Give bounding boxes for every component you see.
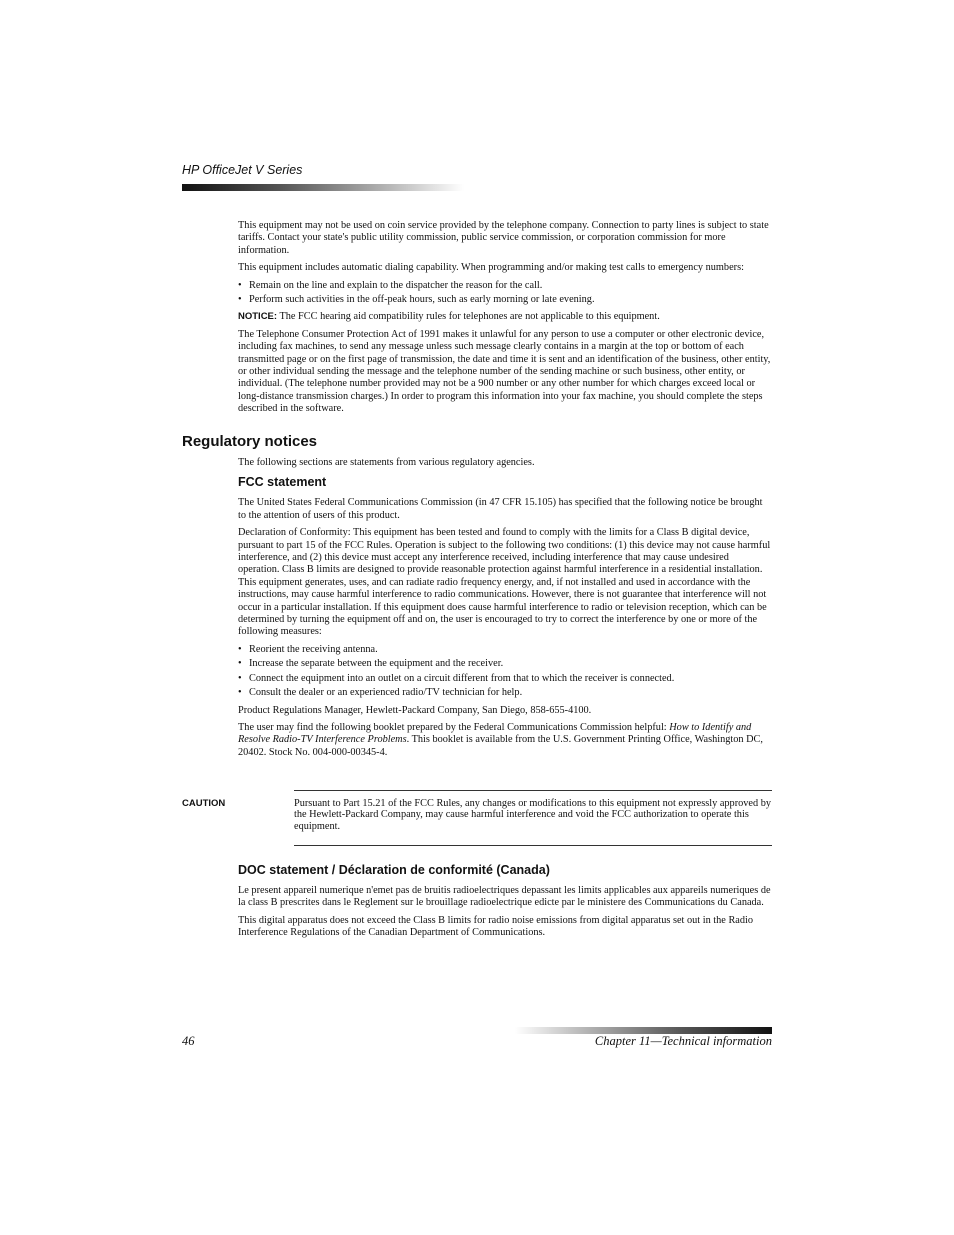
fcc-paragraph-2: Declaration of Conformity: This equipment has been tested and found to comply with the limits for a Class B digital device, pursuant to part 15 of the FCC Rules. Operation is subject to the following two conditions: (1) this device may not cause harmful interference, and (2) this device must accept any interference received, including interference that may cause undesired operation. Class B limits are designed to provide reasonable protection against harmful interference in a residential installation. This equipment generates, uses, and can radiate radio frequency energy, and, if not installed and used in accordance with the instructions, may cause harmful interference to radio communications. However, there is not guarantee that interference will not occur in a particular installation. If this equipment does cause harmful interference to radio or television reception, which can be determined by turning the equipment off and on, the user is encouraged to try to correct the interference by one or more of the following measures:: [238, 527, 771, 638]
fcc-paragraph-1: The United States Federal Communications Commission (in 47 CFR 15.105) has specified that the following notice be brought to the attention of users of this product.: [238, 497, 763, 521]
footer-chapter-title: Chapter 11—Technical information: [594, 1034, 772, 1048]
list-item: • Perform such activities in the off-peak hours, such as early morning or late evening.: [238, 294, 772, 306]
list-item: • Reorient the receiving antenna.: [238, 644, 772, 656]
intro-paragraph-3: The Telephone Consumer Protection Act of 1991 makes it unlawful for any person to use a computer or other electronic device, including fax machines, to send any message unless such message clearly contains in a margin at the top or bottom of each transmitted page or on the first page of transmission, the date and time it is sent and an identification of the business, other entity, or other individual sending the message and the telephone number of the sending machine or such business, other entity, or individual. (The telephone number provided may not be a 900 number or any other number for which charges exceed local or long-distance transmission charges.) In order to program this information into your fax machine, you should complete the steps described in the software.: [238, 328, 771, 415]
header-gradient-bar: [182, 184, 464, 191]
regulatory-intro: The following sections are statements from various regulatory agencies.: [238, 457, 535, 468]
intro-section: [238, 220, 772, 421]
list-item: • Consult the dealer or an experienced radio/TV technician for help.: [238, 687, 772, 699]
notice-label: NOTICE:: [238, 311, 278, 323]
doc-section: [238, 857, 772, 945]
booklet-title: How to Identify and Resolve Radio-TV Interference Problems: [238, 721, 752, 746]
list-item: • Increase the separate between the equipment and the receiver.: [238, 658, 772, 670]
fcc-paragraph-3: Product Regulations Manager, Hewlett-Packard Company, San Diego, 858-655-4100.: [238, 704, 592, 716]
page-number: 46: [182, 1034, 195, 1048]
booklet-details-text: . This booklet is available from the U.S. Government Printing Office, Washington DC, 20402. Stock No. 004-000-00345-4.: [238, 734, 763, 758]
regulatory-heading: Regulatory notices: [182, 433, 318, 450]
fcc-heading: FCC statement: [238, 475, 327, 490]
doc-paragraph-1: Le present appareil numerique n'emet pas de bruitis radioelectriques depassant les limits applicables aux appareils numeriques de la class B prescrites dans le Reglement sur le brouillage radioelectrique edicte par le ministere des Communications du Canada.: [238, 885, 771, 909]
intro-paragraph-2: This equipment includes automatic dialing capability. When programming and/or making test calls to emergency numbers:: [238, 262, 744, 274]
caution-top-rule: [294, 790, 772, 791]
footer-gradient-bar: [515, 1027, 772, 1034]
emergency-bullet-list: [238, 280, 772, 307]
notice-paragraph: [238, 311, 772, 323]
caution-bottom-rule: [294, 845, 772, 846]
regulatory-section: [238, 457, 772, 764]
caution-label: CAUTION: [182, 798, 226, 809]
fcc-paragraph-4: [238, 722, 772, 759]
doc-paragraph-2: This digital apparatus does not exceed the Class B limits for radio noise emissions from digital apparatus set out in the Radio Interference Regulations of the Canadian Department of Communications.: [238, 914, 754, 939]
notice-text: The FCC hearing aid compatibility rules for telephones are not applicable to this equipment.: [277, 311, 660, 323]
booklet-intro-text: The user may find the following booklet prepared by the Federal Communications Commission helpful:: [238, 721, 670, 733]
intro-paragraph-1: This equipment may not be used on coin service provided by the telephone company. Connection to party lines is subject to state tariffs. Contact your state's public utility commission, public service commission, or corporation commission for more information.: [238, 220, 769, 256]
fcc-bullet-list: [238, 644, 772, 700]
list-item: • Remain on the line and explain to the dispatcher the reason for the call.: [238, 280, 772, 292]
caution-text: Pursuant to Part 15.21 of the FCC Rules, any changes or modifications to this equipment not expressly approved by the Hewlett-Packard Company, may cause harmful interference and void the FCC authorization to operate this equipment.: [294, 798, 772, 832]
running-header-title: HP OfficeJet V Series: [182, 163, 303, 177]
doc-heading: DOC statement / Déclaration de conformité (Canada): [238, 863, 550, 877]
list-item: • Connect the equipment into an outlet on a circuit different from that to which the receiver is connected.: [238, 673, 772, 685]
